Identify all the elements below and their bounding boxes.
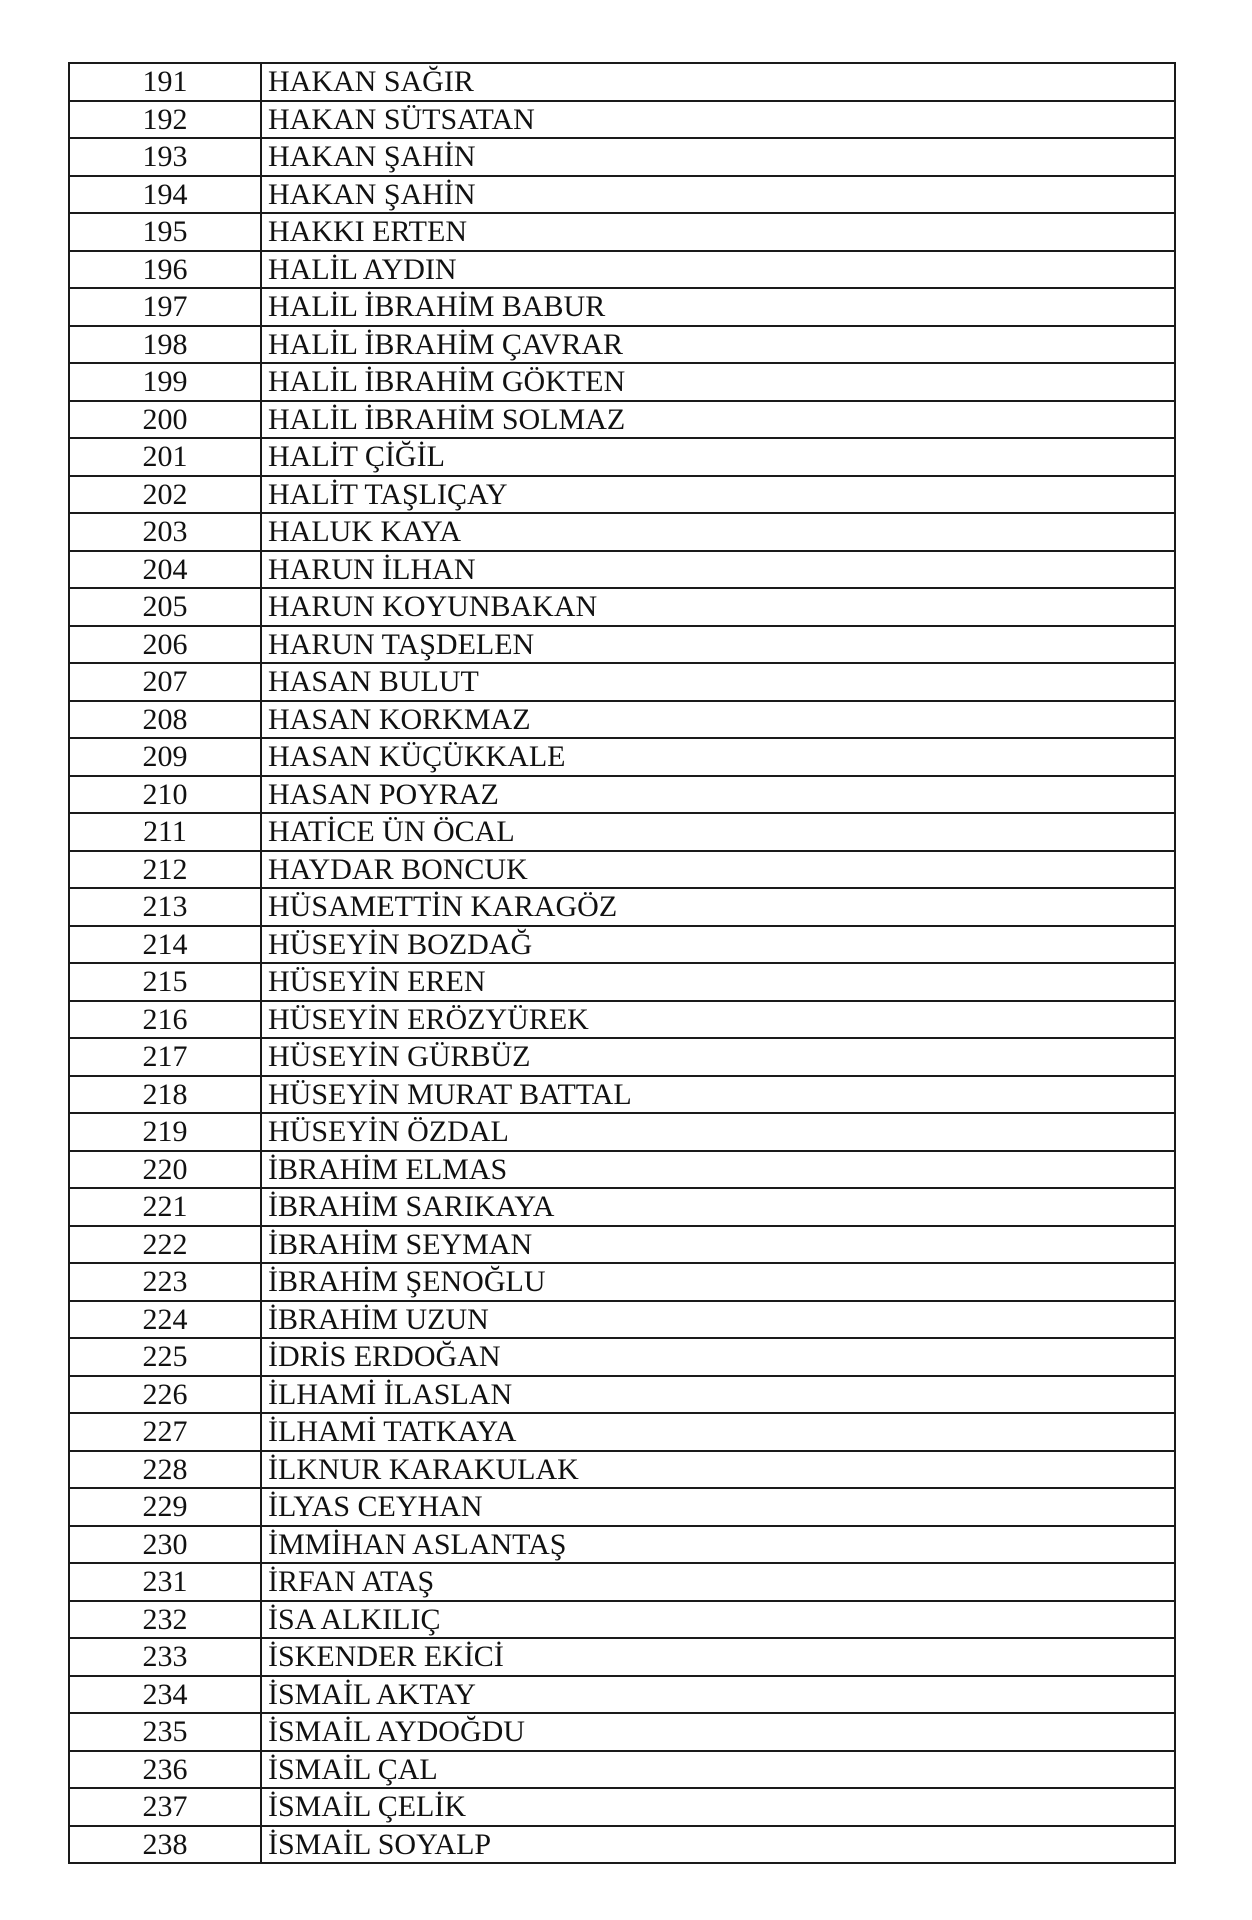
table-row <box>69 1601 1175 1639</box>
person-name-cell: HÜSAMETTİN KARAGÖZ <box>261 888 1175 926</box>
name-list-table <box>68 62 1176 1864</box>
table-row <box>69 776 1175 814</box>
table-row <box>69 926 1175 964</box>
table-row <box>69 1451 1175 1489</box>
person-name-cell: HASAN KÜÇÜKKALE <box>261 738 1175 776</box>
person-name-cell: HALİL İBRAHİM ÇAVRAR <box>261 326 1175 364</box>
person-name-cell: İBRAHİM UZUN <box>261 1301 1175 1339</box>
table-row <box>69 1488 1175 1526</box>
row-number-cell: 221 <box>69 1188 261 1226</box>
row-number-cell: 203 <box>69 513 261 551</box>
table-row <box>69 1151 1175 1189</box>
table-row <box>69 851 1175 889</box>
person-name-cell: İSMAİL ÇELİK <box>261 1788 1175 1826</box>
table-row <box>69 1526 1175 1564</box>
row-number-cell: 213 <box>69 888 261 926</box>
row-number-cell: 210 <box>69 776 261 814</box>
person-name-cell: HÜSEYİN ÖZDAL <box>261 1113 1175 1151</box>
person-name-cell: HASAN POYRAZ <box>261 776 1175 814</box>
row-number-cell: 198 <box>69 326 261 364</box>
table-row <box>69 1413 1175 1451</box>
table-row <box>69 738 1175 776</box>
person-name-cell: İSKENDER EKİCİ <box>261 1638 1175 1676</box>
table-row <box>69 588 1175 626</box>
row-number-cell: 191 <box>69 63 261 101</box>
table-row <box>69 1076 1175 1114</box>
table-row <box>69 101 1175 139</box>
row-number-cell: 238 <box>69 1826 261 1864</box>
person-name-cell: İBRAHİM ELMAS <box>261 1151 1175 1189</box>
table-row <box>69 326 1175 364</box>
table-row <box>69 813 1175 851</box>
table-row <box>69 1826 1175 1864</box>
row-number-cell: 232 <box>69 1601 261 1639</box>
table-row <box>69 1226 1175 1264</box>
row-number-cell: 227 <box>69 1413 261 1451</box>
table-row <box>69 1113 1175 1151</box>
person-name-cell: İRFAN ATAŞ <box>261 1563 1175 1601</box>
table-row <box>69 476 1175 514</box>
person-name-cell: HARUN İLHAN <box>261 551 1175 589</box>
person-name-cell: İSA ALKILIÇ <box>261 1601 1175 1639</box>
row-number-cell: 219 <box>69 1113 261 1151</box>
table-row <box>69 1188 1175 1226</box>
table-row <box>69 1563 1175 1601</box>
row-number-cell: 195 <box>69 213 261 251</box>
table-row <box>69 1263 1175 1301</box>
table-row <box>69 176 1175 214</box>
table-row <box>69 1338 1175 1376</box>
table-row <box>69 63 1175 101</box>
person-name-cell: HÜSEYİN ERÖZYÜREK <box>261 1001 1175 1039</box>
row-number-cell: 206 <box>69 626 261 664</box>
person-name-cell: HALİL İBRAHİM SOLMAZ <box>261 401 1175 439</box>
person-name-cell: HATİCE ÜN ÖCAL <box>261 813 1175 851</box>
table-row <box>69 251 1175 289</box>
person-name-cell: HÜSEYİN MURAT BATTAL <box>261 1076 1175 1114</box>
row-number-cell: 222 <box>69 1226 261 1264</box>
row-number-cell: 196 <box>69 251 261 289</box>
person-name-cell: HAKKI ERTEN <box>261 213 1175 251</box>
row-number-cell: 233 <box>69 1638 261 1676</box>
table-row <box>69 213 1175 251</box>
row-number-cell: 194 <box>69 176 261 214</box>
person-name-cell: HAYDAR BONCUK <box>261 851 1175 889</box>
person-name-cell: İMMİHAN ASLANTAŞ <box>261 1526 1175 1564</box>
person-name-cell: İDRİS ERDOĞAN <box>261 1338 1175 1376</box>
table-row <box>69 663 1175 701</box>
row-number-cell: 229 <box>69 1488 261 1526</box>
person-name-cell: HARUN KOYUNBAKAN <box>261 588 1175 626</box>
row-number-cell: 208 <box>69 701 261 739</box>
row-number-cell: 235 <box>69 1713 261 1751</box>
row-number-cell: 204 <box>69 551 261 589</box>
person-name-cell: HALİL İBRAHİM GÖKTEN <box>261 363 1175 401</box>
table-row <box>69 1751 1175 1789</box>
table-row <box>69 1676 1175 1714</box>
row-number-cell: 230 <box>69 1526 261 1564</box>
row-number-cell: 202 <box>69 476 261 514</box>
row-number-cell: 215 <box>69 963 261 1001</box>
person-name-cell: İLKNUR KARAKULAK <box>261 1451 1175 1489</box>
row-number-cell: 200 <box>69 401 261 439</box>
row-number-cell: 192 <box>69 101 261 139</box>
table-row <box>69 288 1175 326</box>
table-row <box>69 138 1175 176</box>
person-name-cell: İSMAİL AKTAY <box>261 1676 1175 1714</box>
person-name-cell: İBRAHİM ŞENOĞLU <box>261 1263 1175 1301</box>
person-name-cell: İLYAS CEYHAN <box>261 1488 1175 1526</box>
person-name-cell: HALİL AYDIN <box>261 251 1175 289</box>
row-number-cell: 225 <box>69 1338 261 1376</box>
table-row <box>69 1038 1175 1076</box>
person-name-cell: İSMAİL AYDOĞDU <box>261 1713 1175 1751</box>
row-number-cell: 214 <box>69 926 261 964</box>
person-name-cell: İSMAİL SOYALP <box>261 1826 1175 1864</box>
row-number-cell: 236 <box>69 1751 261 1789</box>
person-name-cell: HASAN BULUT <box>261 663 1175 701</box>
table-row <box>69 626 1175 664</box>
person-name-cell: İLHAMİ TATKAYA <box>261 1413 1175 1451</box>
row-number-cell: 224 <box>69 1301 261 1339</box>
name-list-body <box>69 63 1175 1863</box>
row-number-cell: 205 <box>69 588 261 626</box>
person-name-cell: İBRAHİM SEYMAN <box>261 1226 1175 1264</box>
person-name-cell: HAKAN SAĞIR <box>261 63 1175 101</box>
person-name-cell: HAKAN ŞAHİN <box>261 176 1175 214</box>
table-row <box>69 363 1175 401</box>
person-name-cell: HASAN KORKMAZ <box>261 701 1175 739</box>
person-name-cell: HÜSEYİN GÜRBÜZ <box>261 1038 1175 1076</box>
table-row <box>69 1713 1175 1751</box>
row-number-cell: 237 <box>69 1788 261 1826</box>
person-name-cell: HALUK KAYA <box>261 513 1175 551</box>
row-number-cell: 199 <box>69 363 261 401</box>
person-name-cell: İBRAHİM SARIKAYA <box>261 1188 1175 1226</box>
table-row <box>69 551 1175 589</box>
person-name-cell: HALİT TAŞLIÇAY <box>261 476 1175 514</box>
table-row <box>69 1376 1175 1414</box>
row-number-cell: 220 <box>69 1151 261 1189</box>
table-row <box>69 1638 1175 1676</box>
person-name-cell: HAKAN ŞAHİN <box>261 138 1175 176</box>
person-name-cell: HÜSEYİN BOZDAĞ <box>261 926 1175 964</box>
row-number-cell: 231 <box>69 1563 261 1601</box>
row-number-cell: 223 <box>69 1263 261 1301</box>
row-number-cell: 209 <box>69 738 261 776</box>
table-row <box>69 1788 1175 1826</box>
row-number-cell: 226 <box>69 1376 261 1414</box>
table-row <box>69 888 1175 926</box>
row-number-cell: 201 <box>69 438 261 476</box>
row-number-cell: 217 <box>69 1038 261 1076</box>
table-row <box>69 701 1175 739</box>
row-number-cell: 193 <box>69 138 261 176</box>
row-number-cell: 216 <box>69 1001 261 1039</box>
person-name-cell: HAKAN SÜTSATAN <box>261 101 1175 139</box>
person-name-cell: İSMAİL ÇAL <box>261 1751 1175 1789</box>
table-row <box>69 963 1175 1001</box>
table-row <box>69 1001 1175 1039</box>
person-name-cell: İLHAMİ İLASLAN <box>261 1376 1175 1414</box>
row-number-cell: 228 <box>69 1451 261 1489</box>
row-number-cell: 212 <box>69 851 261 889</box>
person-name-cell: HALİL İBRAHİM BABUR <box>261 288 1175 326</box>
table-row <box>69 401 1175 439</box>
table-row <box>69 438 1175 476</box>
row-number-cell: 211 <box>69 813 261 851</box>
table-row <box>69 1301 1175 1339</box>
table-row <box>69 513 1175 551</box>
row-number-cell: 207 <box>69 663 261 701</box>
row-number-cell: 234 <box>69 1676 261 1714</box>
person-name-cell: HARUN TAŞDELEN <box>261 626 1175 664</box>
row-number-cell: 218 <box>69 1076 261 1114</box>
person-name-cell: HALİT ÇİĞİL <box>261 438 1175 476</box>
row-number-cell: 197 <box>69 288 261 326</box>
person-name-cell: HÜSEYİN EREN <box>261 963 1175 1001</box>
